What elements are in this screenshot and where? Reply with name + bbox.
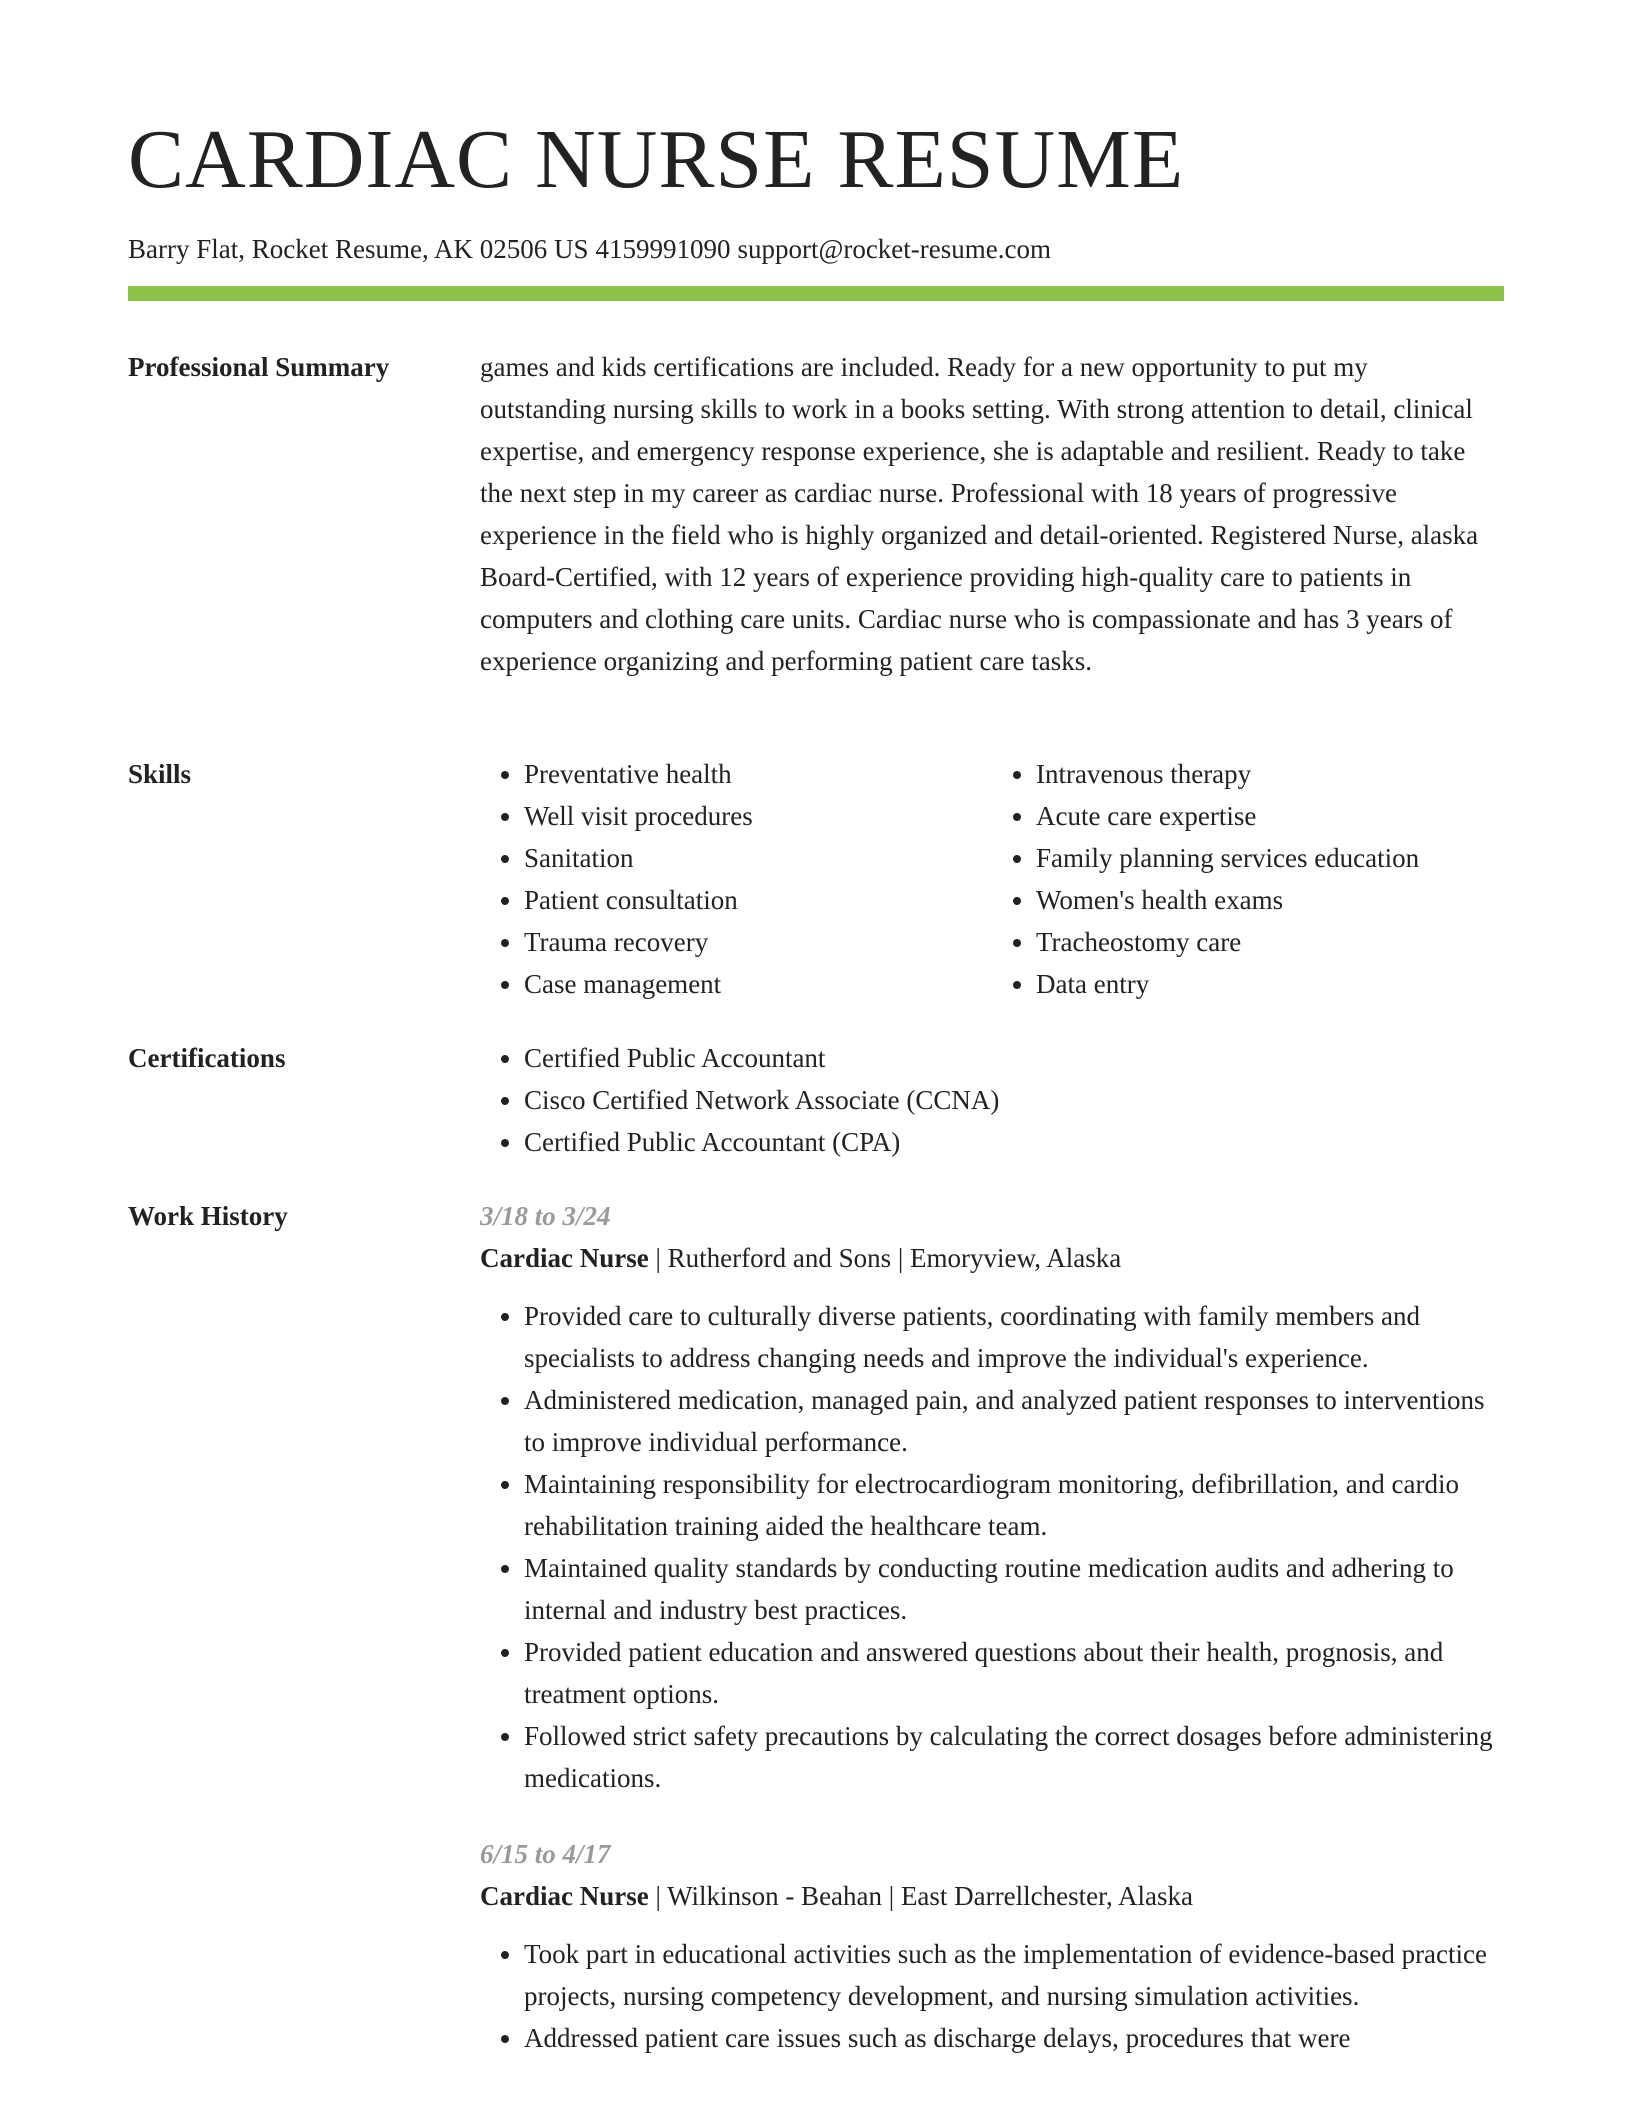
skills-list-left [480, 753, 992, 1005]
job-bullets [480, 1295, 1504, 1799]
job-company: Rutherford and Sons [667, 1243, 892, 1273]
summary-text: games and kids certifications are included. Ready for a new opportunity to put my outstanding nursing skills to work in a books setting. With strong attention to detail, clinical expertise, and emergency response experience, she is adaptable and resilient. Ready to take the next step in my career as cardiac nurse. Professional with 18 years of progressive experience in the field who is highly organized and detail-oriented. Registered Nurse, alaska Board-Certified, with 12 years of experience providing high-quality care to patients in computers and clothing care units. Cardiac nurse who is compassionate and has 3 years of experience organizing and performing patient care tasks. [480, 352, 1479, 676]
list-item: • Women's health exams [1036, 879, 1504, 921]
contact-email: support@rocket-resume.com [737, 234, 1051, 264]
header-divider [128, 286, 1504, 301]
job-company: Wilkinson - Beahan [667, 1881, 883, 1911]
list-item: • Provided care to culturally diverse patients, coordinating with family members and specialists to address changing needs and improve the individual's experience. [524, 1295, 1504, 1379]
list-item: • Maintained quality standards by conducting routine medication audits and adhering to internal and industry best practices. [524, 1547, 1504, 1631]
page-title: CARDIAC NURSE RESUME [128, 113, 1185, 206]
list-item: • Intravenous therapy [1036, 753, 1504, 795]
job-entry [480, 1833, 1504, 2059]
list-item: • Took part in educational activities such as the implementation of evidence-based practice projects, nursing competency development, and nursing simulation activities. [524, 1933, 1504, 2017]
job-title: Cardiac Nurse [480, 1243, 649, 1273]
skills-body [480, 753, 1504, 1005]
list-item: • Followed strict safety precautions by calculating the correct dosages before administering medications. [524, 1715, 1504, 1799]
work-history-body [480, 1195, 1504, 2093]
list-item: • Addressed patient care issues such as discharge delays, procedures that were [524, 2017, 1504, 2059]
list-item: • Patient consultation [524, 879, 992, 921]
job-title: Cardiac Nurse [480, 1881, 649, 1911]
list-item: • Case management [524, 963, 992, 1005]
list-item: • Administered medication, managed pain, and analyzed patient responses to interventions to improve individual performance. [524, 1379, 1504, 1463]
job-heading: Cardiac Nurse | Wilkinson - Beahan | East Darrellchester, Alaska [480, 1881, 1193, 1911]
list-item: • Sanitation [524, 837, 992, 879]
list-item: • Certified Public Accountant [524, 1037, 1504, 1079]
contact-address: Barry Flat, Rocket Resume, AK 02506 US [128, 234, 589, 264]
work-history-heading: Work History [128, 1201, 288, 1231]
summary-body [480, 346, 1490, 682]
job-dates: 3/18 to 3/24 [480, 1201, 611, 1231]
job-heading: Cardiac Nurse | Rutherford and Sons | Emoryview, Alaska [480, 1243, 1122, 1273]
list-item: • Provided patient education and answered questions about their health, prognosis, and treatment options. [524, 1631, 1504, 1715]
job-location: Emoryview, Alaska [910, 1243, 1122, 1273]
contact-line [128, 232, 1051, 266]
summary-heading: Professional Summary [128, 352, 390, 382]
list-item: • Data entry [1036, 963, 1504, 1005]
list-item: • Cisco Certified Network Associate (CCNA) [524, 1079, 1504, 1121]
list-item: • Certified Public Accountant (CPA) [524, 1121, 1504, 1163]
certifications-body [480, 1037, 1504, 1163]
list-item: • Acute care expertise [1036, 795, 1504, 837]
job-entry [480, 1195, 1504, 1799]
job-location: East Darrellchester, Alaska [900, 1881, 1193, 1911]
list-item: • Maintaining responsibility for electrocardiogram monitoring, defibrillation, and cardio rehabilitation training aided the healthcare team. [524, 1463, 1504, 1547]
list-item: • Trauma recovery [524, 921, 992, 963]
job-bullets [480, 1933, 1504, 2059]
job-dates: 6/15 to 4/17 [480, 1839, 611, 1869]
list-item: • Preventative health [524, 753, 992, 795]
skills-list-right [992, 753, 1504, 1005]
contact-phone: 4159991090 [595, 234, 731, 264]
certifications-heading: Certifications [128, 1043, 286, 1073]
list-item: • Family planning services education [1036, 837, 1504, 879]
skills-heading: Skills [128, 759, 192, 789]
certifications-list [480, 1037, 1504, 1163]
list-item: • Well visit procedures [524, 795, 992, 837]
list-item: • Tracheostomy care [1036, 921, 1504, 963]
